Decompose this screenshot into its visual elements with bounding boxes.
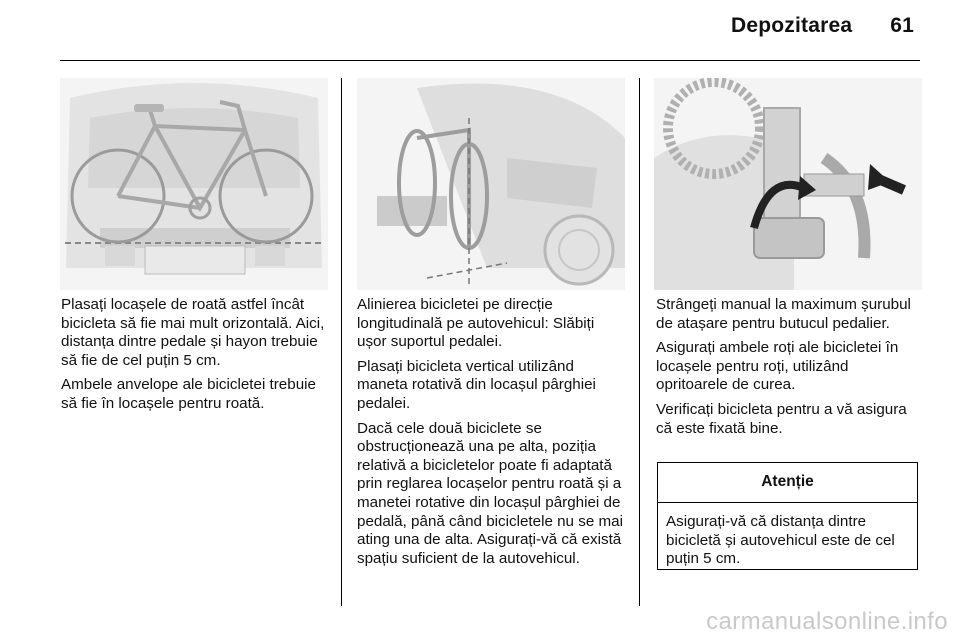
column-left [61,296,333,420]
warning-text: Asigurați-vă că distanța dintre bicicletă și autovehicul este de cel puțin 5 cm. [666,513,895,568]
paragraph: Plasați locașele de roată astfel încât bicicleta să fie mai mult orizontală. Aici, distanța dintre pedale și hayon trebuie să fie de cel puțin 5 cm. [61,296,325,369]
paragraph: Dacă cele două biciclete se obstrucționează una pe alta, poziția relativă a bicicletelor poate fi adaptată prin reglarea locașelor pentru roată și a manetei rotative din locașul pârghiei de pedală, până când bicicletele nu se mai ating una de alta. Asigurați-vă că există spațiu suficient de la autovehicul. [357,419,623,567]
warning-box [657,462,918,570]
column-divider-1 [341,78,342,606]
pedal-clamp-closeup-illustration [654,78,922,290]
column-right [656,296,922,444]
paragraph: Alinierea bicicletei pe direcție longitudinală pe autovehicul: Slăbiți ușor suportul pedalei. [357,296,595,351]
warning-title: Atenție [658,463,917,503]
page-header [731,14,914,38]
paragraph: Asigurați ambele roți ale bicicletei în locașele pentru roți, utilizând opritoarele de curea. [656,339,899,394]
paragraph: Strângeți manual la maximum șurubul de atașare pentru butucul pedalier. [656,296,911,332]
bike-rear-view-illustration [357,78,625,290]
page-number: 61 [890,14,914,37]
header-rule [60,60,920,61]
page-title: Depozitarea [730,14,853,37]
paragraph: Ambele anvelope ale bicicletei trebuie să fie în locașele pentru roată. [61,376,316,412]
paragraph: Verificați bicicleta pentru a vă asigura că este fixată bine. [656,400,907,437]
bike-on-carrier-illustration [60,78,328,290]
paragraph: Plasați bicicleta vertical utilizând maneta rotativă din locașul pârghiei pedalei. [357,357,596,412]
watermark: carmanualsonline.info [706,608,948,635]
column-middle [357,296,625,574]
column-divider-2 [639,78,640,606]
